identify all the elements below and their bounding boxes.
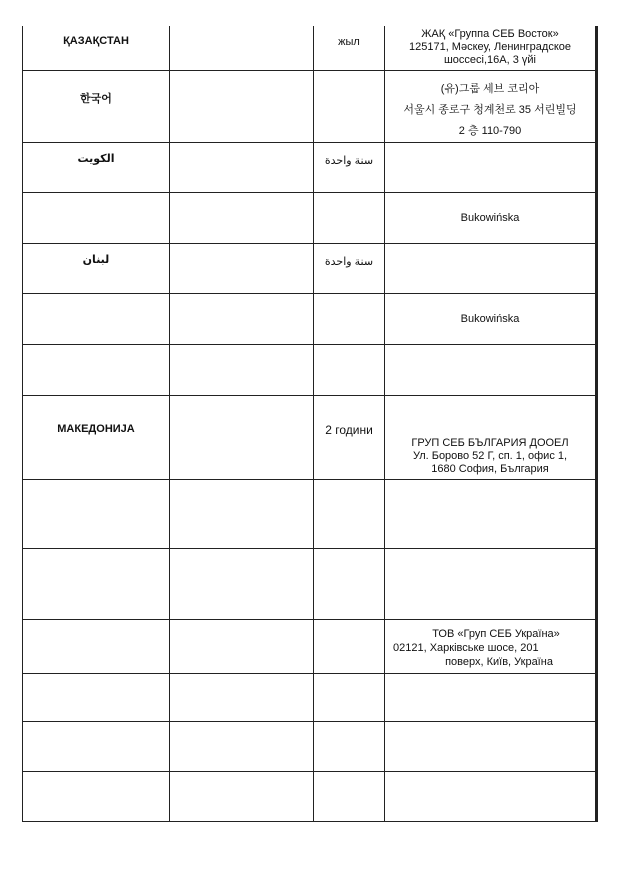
address-line: ЖАҚ «Группа СЕБ Восток» — [421, 28, 559, 40]
warranty-contacts-table — [22, 26, 598, 822]
blank-cell — [385, 673, 597, 721]
address-line: (유)그룹 세브 코리아 — [440, 82, 540, 95]
country-name: ҚАЗАҚСТАН — [63, 35, 129, 47]
table-row — [23, 243, 597, 293]
blank-cell — [170, 344, 314, 395]
blank-cell — [170, 243, 314, 293]
country-cell — [23, 293, 170, 344]
country-cell — [23, 70, 170, 142]
address-line: 02121, Харківське шосе, 201 — [393, 641, 539, 654]
address-cell — [385, 395, 597, 479]
table-row — [23, 142, 597, 192]
warranty-period: سنة واحدة — [324, 154, 374, 167]
blank-cell — [385, 771, 597, 821]
warranty-period: жыл — [338, 36, 360, 48]
country-name: 한국어 — [80, 92, 112, 105]
blank-cell — [170, 142, 314, 192]
address-cell — [385, 142, 597, 192]
warranty-period-cell — [314, 293, 385, 344]
country-cell — [23, 192, 170, 243]
table-row — [23, 771, 597, 821]
blank-cell — [314, 673, 385, 721]
blank-cell — [23, 771, 170, 821]
address-cell — [385, 243, 597, 293]
blank-cell — [170, 70, 314, 142]
blank-cell — [170, 673, 314, 721]
blank-cell — [170, 293, 314, 344]
blank-cell — [23, 479, 170, 548]
blank-cell — [170, 771, 314, 821]
warranty-period-cell — [314, 142, 385, 192]
country-cell — [23, 395, 170, 479]
address-line: 125171, Мәскеу, Ленинградское — [408, 41, 571, 53]
table-row — [23, 673, 597, 721]
address-line: ГРУП СЕБ БЪЛГАРИЯ ДООЕЛ — [411, 436, 569, 449]
blank-cell — [23, 673, 170, 721]
address-cell — [385, 293, 597, 344]
warranty-period-cell — [314, 70, 385, 142]
address-line: поверх, Київ, Україна — [445, 655, 553, 668]
warranty-period-cell — [314, 192, 385, 243]
blank-cell — [170, 619, 314, 673]
address-cell — [385, 619, 597, 673]
blank-cell — [23, 721, 170, 771]
address-cell — [385, 26, 597, 70]
warranty-period-cell — [314, 243, 385, 293]
blank-cell — [314, 721, 385, 771]
table-row — [23, 26, 597, 70]
country-name: لبنان — [82, 253, 110, 266]
blank-cell — [385, 479, 597, 548]
table-row — [23, 192, 597, 243]
warranty-period: 2 години — [325, 422, 373, 437]
address-line: ТОВ «Груп СЕБ Україна» — [432, 627, 560, 640]
address-line: Bukowińska — [460, 312, 520, 325]
address-line: 1680 София, България — [431, 462, 549, 475]
blank-cell — [23, 344, 170, 395]
blank-cell — [385, 548, 597, 619]
address-line: 2 층 110-790 — [458, 124, 522, 137]
address-line: шоссесі,16А, 3 үйі — [443, 54, 536, 66]
country-cell — [23, 26, 170, 70]
address-line: Ул. Борово 52 Г, сп. 1, офис 1, — [412, 449, 568, 462]
blank-cell — [314, 479, 385, 548]
country-cell — [23, 243, 170, 293]
blank-cell — [314, 771, 385, 821]
address-cell — [385, 192, 597, 243]
table-row — [23, 619, 597, 673]
address-cell — [385, 70, 597, 142]
table-row — [23, 479, 597, 548]
table-row — [23, 395, 597, 479]
blank-cell — [314, 548, 385, 619]
blank-cell — [23, 548, 170, 619]
country-name: МАКЕДОНИЈА — [57, 422, 135, 435]
blank-cell — [170, 192, 314, 243]
warranty-period: سنة واحدة — [324, 255, 374, 268]
blank-cell — [170, 26, 314, 70]
warranty-period-cell — [314, 26, 385, 70]
blank-cell — [170, 721, 314, 771]
country-cell — [23, 142, 170, 192]
table-row — [23, 293, 597, 344]
blank-cell — [170, 479, 314, 548]
blank-cell — [385, 721, 597, 771]
blank-cell — [314, 344, 385, 395]
table-row — [23, 721, 597, 771]
address-line: Bukowińska — [460, 211, 520, 224]
blank-cell — [170, 395, 314, 479]
country-name: الكويت — [77, 152, 115, 165]
table-row — [23, 548, 597, 619]
blank-cell — [170, 548, 314, 619]
blank-cell — [385, 344, 597, 395]
table-row — [23, 70, 597, 142]
table-row — [23, 344, 597, 395]
warranty-period-cell — [314, 619, 385, 673]
country-cell — [23, 619, 170, 673]
warranty-period-cell — [314, 395, 385, 479]
address-line: 서울시 종로구 청계천로 35 서린빌딩 — [403, 103, 577, 116]
